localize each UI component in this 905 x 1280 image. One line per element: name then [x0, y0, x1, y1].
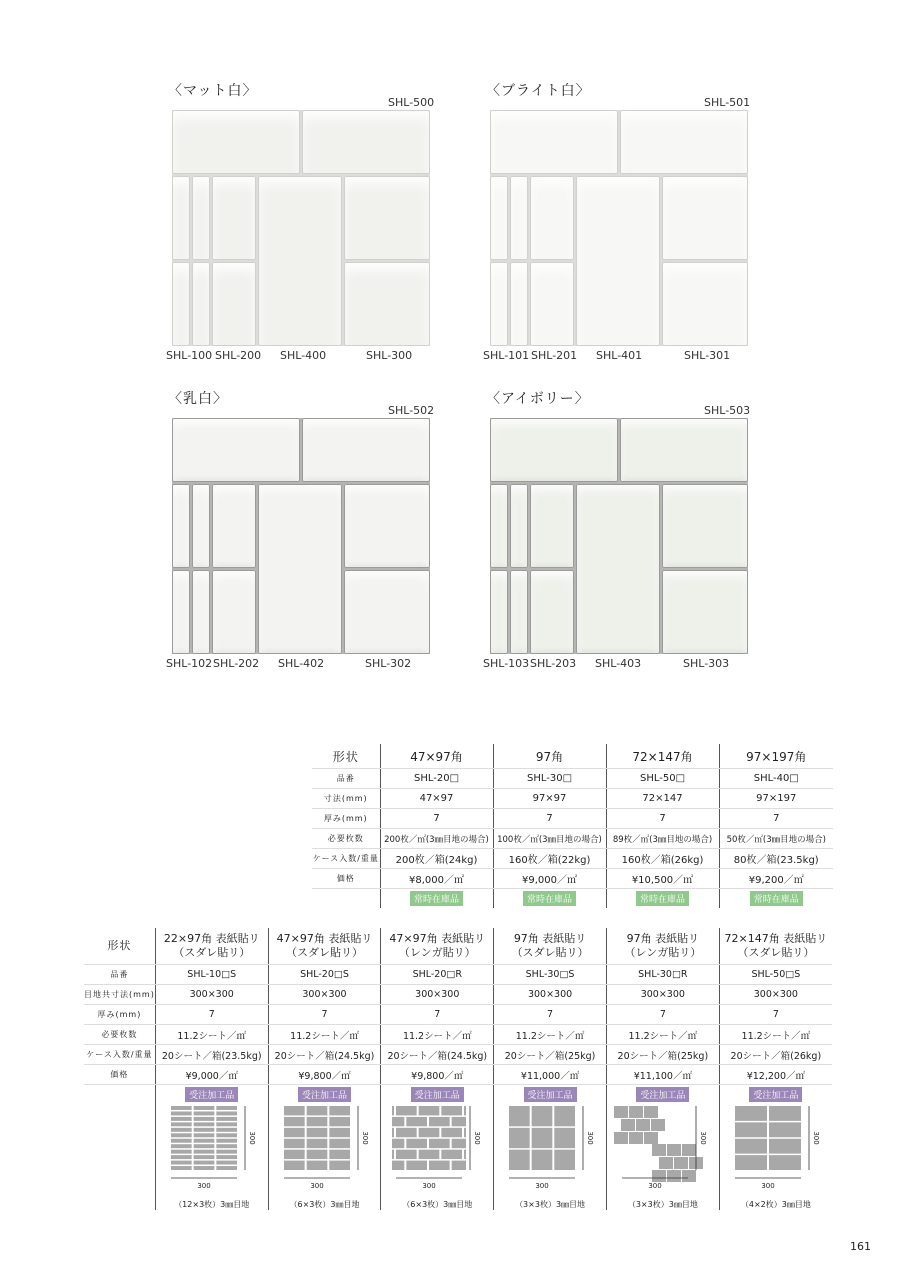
tile-piece	[192, 262, 210, 346]
diagram-tile	[306, 1161, 327, 1170]
table-row	[84, 1085, 832, 1211]
diagram-tile	[452, 1139, 466, 1148]
diagram-tile	[452, 1161, 466, 1170]
table-row: 形状 22×97角 表紙貼リ （スダレ貼リ） 47×97角 表紙貼リ （スダレ貼リ） 47×97角 表紙貼リ （レンガ貼リ） 97角 表紙貼リ （スダレ貼リ） 97角 表紙貼リ （レンガ貼リ） 72×147角 表紙貼リ （スダレ貼リ）	[84, 928, 832, 965]
diagram-tile	[392, 1150, 394, 1159]
diagram-tile	[614, 1106, 628, 1118]
diagram-tile	[306, 1106, 327, 1115]
label-shl-302: SHL-302	[365, 657, 412, 670]
diagram-tile	[216, 1155, 237, 1159]
diagram-tile	[735, 1106, 767, 1121]
diagram-tile	[216, 1144, 237, 1148]
tile-sample-milk	[172, 418, 430, 654]
diagram-tile	[629, 1132, 643, 1144]
layout-diagram-svg	[157, 1102, 267, 1194]
diagram-tile	[629, 1106, 643, 1118]
tile-piece	[576, 176, 660, 346]
diagram-tile	[216, 1133, 237, 1137]
table-row	[312, 889, 833, 909]
diagram-tile	[329, 1161, 350, 1170]
diagram-tile	[396, 1150, 417, 1159]
diagram-tile	[407, 1161, 428, 1170]
diagram-width-label: 300	[648, 1182, 662, 1190]
table-row: ケース入数/重量 200枚／箱(24kg) 160枚／箱(22kg) 160枚／箱(26kg) 80枚／箱(23.5kg)	[312, 849, 833, 869]
tile-piece	[620, 110, 748, 174]
tile-piece	[662, 484, 748, 568]
diagram-tile	[193, 1111, 214, 1115]
diagram-tile	[419, 1106, 440, 1115]
diagram-tile	[464, 1128, 466, 1137]
diagram-tile	[659, 1157, 673, 1169]
order-badge: 受注加工品	[749, 1087, 802, 1102]
diagram-caption: （4×2枚）3㎜目地	[740, 1200, 811, 1209]
diagram-tile	[171, 1111, 192, 1115]
diagram-tile	[306, 1150, 327, 1159]
tile-piece	[662, 176, 748, 260]
tile-piece	[530, 176, 574, 260]
label-shl-300: SHL-300	[366, 349, 413, 362]
diagram-caption: （3×3枚）3㎜目地	[515, 1200, 586, 1209]
label-shl-103: SHL-103	[483, 657, 530, 670]
diagram-tile	[735, 1139, 767, 1154]
diagram-tile	[171, 1122, 192, 1126]
diagram-tile	[306, 1117, 327, 1126]
diagram-tile	[614, 1132, 628, 1144]
tile-piece	[576, 484, 660, 654]
stock-badge: 常時在庫品	[410, 891, 463, 906]
diagram-tile	[735, 1122, 767, 1137]
tile-piece	[302, 418, 430, 482]
tile-piece	[192, 176, 210, 260]
tile-piece	[490, 176, 508, 260]
diagram-tile	[284, 1128, 305, 1137]
diagram-tile	[769, 1106, 801, 1121]
diagram-tile	[216, 1161, 237, 1165]
diagram-tile	[442, 1150, 463, 1159]
diagram-tile	[419, 1128, 440, 1137]
diagram-tile	[532, 1106, 553, 1126]
diagram-tile	[652, 1144, 666, 1156]
tile-piece	[490, 418, 618, 482]
diagram-tile	[329, 1128, 350, 1137]
diagram-caption: （6×3枚）3㎜目地	[289, 1200, 360, 1209]
diagram-height-label: 300	[473, 1131, 482, 1145]
diagram-tile	[193, 1128, 214, 1132]
tile-piece	[620, 418, 748, 482]
tile-piece	[662, 262, 748, 346]
diagram-tile	[329, 1106, 350, 1115]
shape-line2: （スダレ貼リ）	[511, 946, 589, 959]
label-shl-203: SHL-203	[530, 657, 577, 670]
diagram-tile	[171, 1155, 192, 1159]
shape-line1: 47×97角 表紙貼リ	[276, 932, 373, 945]
diagram-tile	[329, 1117, 350, 1126]
diagram-tile	[216, 1111, 237, 1115]
table-row: 品番 SHL-10□S SHL-20□S SHL-20□R SHL-30□S SHL-30□R SHL-50□S	[84, 965, 832, 985]
diagram-width-label: 300	[197, 1182, 211, 1190]
diagram-tile	[193, 1133, 214, 1137]
diagram-tile	[429, 1139, 450, 1148]
table-row: 必要枚数 11.2シート／㎡ 11.2シート／㎡ 11.2シート／㎡ 11.2シート／㎡ 11.2シート／㎡ 11.2シート／㎡	[84, 1025, 832, 1045]
label-shl-200: SHL-200	[215, 349, 262, 362]
stock-badge: 常時在庫品	[523, 891, 576, 906]
diagram-width-label: 300	[422, 1182, 436, 1190]
tile-piece	[344, 570, 430, 654]
diagram-tile	[329, 1139, 350, 1148]
tile-piece	[172, 570, 190, 654]
table-row: 目地共寸法(mm) 300×300 300×300 300×300 300×300 300×300 300×300	[84, 985, 832, 1005]
diagram-tile	[171, 1117, 192, 1121]
tile-labels-milk	[166, 657, 436, 671]
tile-piece	[172, 262, 190, 346]
diagram-tile	[509, 1128, 530, 1148]
page-number: 161	[850, 1240, 871, 1253]
stock-badge: 常時在庫品	[636, 891, 689, 906]
diagram-height-label: 300	[586, 1131, 595, 1145]
diagram-tile	[392, 1106, 394, 1115]
diagram-tile	[171, 1150, 192, 1154]
table-row: 品番 SHL-20□ SHL-30□ SHL-50□ SHL-40□	[312, 769, 833, 789]
diagram-tile	[769, 1155, 801, 1170]
diagram-tile	[442, 1106, 463, 1115]
diagram-tile	[329, 1150, 350, 1159]
diagram-tile	[554, 1128, 575, 1148]
tile-piece	[344, 262, 430, 346]
shape-line2: （スダレ貼リ）	[173, 946, 251, 959]
sheet-code-ivory: SHL-503	[704, 404, 751, 417]
diagram-tile	[429, 1117, 450, 1126]
section-title-matte: 〈マット白〉	[168, 83, 258, 99]
tile-piece	[490, 262, 508, 346]
shape-line1: 97角 表紙貼リ	[626, 932, 700, 945]
diagram-width-label: 300	[309, 1182, 324, 1190]
section-title-milk: 〈乳白〉	[168, 391, 228, 407]
diagram-caption: （12×3枚）3㎜目地	[174, 1200, 250, 1209]
layout-diagram	[270, 1102, 380, 1210]
diagram-tile	[554, 1150, 575, 1170]
label-shl-301: SHL-301	[684, 349, 731, 362]
table-row: 価格 ¥9,000／㎡ ¥9,800／㎡ ¥9,800／㎡ ¥11,000／㎡ ¥11,100／㎡ ¥12,200／㎡	[84, 1065, 832, 1085]
label-shl-400: SHL-400	[280, 349, 327, 362]
layout-diagram	[495, 1102, 605, 1210]
shape-line2: （スダレ貼リ）	[737, 946, 815, 959]
shape-line2: （レンガ貼リ）	[624, 946, 702, 959]
spec-table-loose-tiles	[312, 744, 833, 908]
diagram-tile	[171, 1128, 192, 1132]
tile-piece	[212, 484, 256, 568]
diagram-tile	[171, 1133, 192, 1137]
tile-piece	[344, 484, 430, 568]
diagram-tile	[216, 1166, 237, 1170]
diagram-tile	[769, 1139, 801, 1154]
diagram-tile	[392, 1128, 394, 1137]
diagram-tile	[652, 1170, 666, 1182]
tile-piece	[172, 110, 300, 174]
tile-labels-bright	[483, 349, 753, 363]
diagram-tile	[532, 1128, 553, 1148]
diagram-tile	[193, 1106, 214, 1110]
diagram-tile	[171, 1144, 192, 1148]
diagram-tile	[509, 1150, 530, 1170]
tile-piece	[302, 110, 430, 174]
diagram-tile	[306, 1139, 327, 1148]
diagram-tile	[171, 1161, 192, 1165]
label-shl-100: SHL-100	[166, 349, 213, 362]
sheet-code-bright: SHL-501	[704, 96, 751, 109]
diagram-tile	[396, 1128, 417, 1137]
order-badge: 受注加工品	[298, 1087, 351, 1102]
diagram-tile	[193, 1150, 214, 1154]
label-shl-303: SHL-303	[683, 657, 730, 670]
diagram-tile	[216, 1139, 237, 1143]
diagram-tile	[193, 1155, 214, 1159]
diagram-tile	[392, 1161, 404, 1170]
label-shl-402: SHL-402	[278, 657, 325, 670]
diagram-tile	[193, 1122, 214, 1126]
tile-piece	[530, 262, 574, 346]
diagram-tile	[193, 1139, 214, 1143]
layout-diagram-svg	[608, 1102, 718, 1194]
diagram-tile	[193, 1161, 214, 1165]
shape-line2: （スダレ貼リ）	[286, 946, 363, 959]
shape-line1: 47×97角 表紙貼リ	[389, 932, 486, 945]
tile-piece	[172, 484, 190, 568]
sheet-code-matte: SHL-500	[388, 96, 435, 109]
diagram-tile	[452, 1117, 466, 1126]
tile-piece	[212, 570, 256, 654]
diagram-tile	[651, 1119, 665, 1131]
tile-piece	[172, 176, 190, 260]
diagram-tile	[509, 1106, 530, 1126]
diagram-tile	[216, 1128, 237, 1132]
layout-diagram	[721, 1102, 831, 1210]
diagram-height-label: 300	[698, 1131, 707, 1145]
table-row: 厚み(mm) 7 7 7 7 7 7	[84, 1005, 832, 1025]
section-title-bright: 〈ブライト白〉	[486, 83, 591, 99]
diagram-tile	[769, 1122, 801, 1137]
layout-diagram	[382, 1102, 492, 1210]
diagram-tile	[644, 1106, 658, 1118]
tile-sample-bright	[490, 110, 748, 346]
tile-piece	[662, 570, 748, 654]
diagram-tile	[306, 1128, 327, 1137]
diagram-tile	[171, 1106, 192, 1110]
diagram-tile	[284, 1161, 305, 1170]
tile-piece	[490, 484, 508, 568]
tile-piece	[530, 484, 574, 568]
diagram-tile	[644, 1132, 658, 1144]
tile-piece	[510, 176, 528, 260]
diagram-tile	[284, 1106, 305, 1115]
table-row: ケース入数/重量 20シート／箱(23.5kg) 20シート／箱(24.5kg) 20シート／箱(24.5kg) 20シート／箱(25kg) 20シート／箱(25kg) 20シート／箱(26kg)	[84, 1045, 832, 1065]
tile-piece	[510, 570, 528, 654]
diagram-tile	[216, 1117, 237, 1121]
diagram-tile	[216, 1122, 237, 1126]
diagram-tile	[284, 1150, 305, 1159]
diagram-tile	[621, 1119, 635, 1131]
diagram-tile	[216, 1150, 237, 1154]
tile-piece	[530, 570, 574, 654]
layout-diagram-svg	[382, 1102, 492, 1194]
diagram-tile	[442, 1128, 463, 1137]
tile-piece	[212, 176, 256, 260]
layout-diagram	[157, 1102, 267, 1210]
tile-piece	[258, 176, 342, 346]
order-badge: 受注加工品	[411, 1087, 464, 1102]
tile-labels-ivory	[483, 657, 753, 671]
tile-piece	[490, 110, 618, 174]
tile-piece	[192, 570, 210, 654]
tile-piece	[344, 176, 430, 260]
shape-line1: 72×147角 表紙貼リ	[724, 932, 828, 945]
layout-diagram-svg	[270, 1102, 380, 1194]
tile-piece	[212, 262, 256, 346]
diagram-tile	[193, 1117, 214, 1121]
label-shl-202: SHL-202	[213, 657, 260, 670]
table-row: 価格 ¥8,000／㎡ ¥9,000／㎡ ¥10,500／㎡ ¥9,200／㎡	[312, 869, 833, 889]
table-row: 厚み(mm) 7 7 7 7	[312, 809, 833, 829]
section-title-ivory: 〈アイボリー〉	[486, 391, 590, 407]
diagram-tile	[735, 1155, 767, 1170]
tile-piece	[510, 484, 528, 568]
tile-sample-matte	[172, 110, 430, 346]
table-row: 寸法(mm) 47×97 97×97 72×147 97×197	[312, 789, 833, 809]
stock-badge: 常時在庫品	[750, 891, 803, 906]
diagram-tile	[464, 1106, 466, 1115]
shape-line2: （レンガ貼リ）	[398, 946, 476, 959]
diagram-caption: （6×3枚）3㎜目地	[402, 1200, 473, 1209]
diagram-tile	[532, 1150, 553, 1170]
label-shl-102: SHL-102	[166, 657, 213, 670]
diagram-tile	[284, 1139, 305, 1148]
order-badge: 受注加工品	[185, 1087, 238, 1102]
tile-piece	[172, 418, 300, 482]
diagram-tile	[674, 1157, 688, 1169]
layout-diagram-svg	[721, 1102, 831, 1194]
shape-line1: 97角 表紙貼リ	[513, 932, 587, 945]
diagram-tile	[407, 1139, 428, 1148]
table-row: 必要枚数 200枚／㎡(3㎜目地の場合) 100枚／㎡(3㎜目地の場合) 89枚／㎡(3㎜目地の場合) 50枚／㎡(3㎜目地の場合)	[312, 829, 833, 849]
diagram-tile	[284, 1117, 305, 1126]
diagram-tile	[396, 1106, 417, 1115]
tile-piece	[258, 484, 342, 654]
sheet-code-milk: SHL-502	[388, 404, 435, 417]
tile-piece	[490, 570, 508, 654]
tile-piece	[192, 484, 210, 568]
diagram-tile	[392, 1139, 404, 1148]
diagram-tile	[407, 1117, 428, 1126]
order-badge: 受注加工品	[636, 1087, 689, 1102]
diagram-caption: （3×3枚）3㎜目地	[627, 1200, 698, 1209]
diagram-tile	[193, 1144, 214, 1148]
diagram-tile	[171, 1166, 192, 1170]
label-shl-101: SHL-101	[483, 349, 530, 362]
order-badge: 受注加工品	[524, 1087, 577, 1102]
diagram-tile	[419, 1150, 440, 1159]
diagram-tile	[667, 1170, 681, 1182]
spec-table-sheet-tiles	[84, 928, 832, 1210]
diagram-tile	[682, 1144, 696, 1156]
diagram-tile	[216, 1106, 237, 1110]
layout-diagram-svg	[495, 1102, 605, 1194]
diagram-tile	[667, 1144, 681, 1156]
label-shl-403: SHL-403	[595, 657, 642, 670]
tile-sample-ivory	[490, 418, 748, 654]
diagram-width-label: 300	[535, 1182, 549, 1190]
diagram-tile	[429, 1161, 450, 1170]
diagram-height-label: 300	[811, 1131, 820, 1145]
table-row: 形状 47×97角 97角 72×147角 97×197角	[312, 744, 833, 769]
label-shl-401: SHL-401	[596, 349, 643, 362]
label-shl-201: SHL-201	[531, 349, 578, 362]
diagram-tile	[682, 1170, 696, 1182]
diagram-tile	[464, 1150, 466, 1159]
diagram-tile	[392, 1117, 404, 1126]
diagram-tile	[193, 1166, 214, 1170]
diagram-tile	[636, 1119, 650, 1131]
shape-line1: 22×97角 表紙貼リ	[163, 932, 260, 945]
diagram-width-label: 300	[761, 1182, 775, 1190]
layout-diagram	[608, 1102, 718, 1210]
diagram-tile	[171, 1139, 192, 1143]
diagram-height-label: 300	[247, 1131, 256, 1145]
diagram-tile	[554, 1106, 575, 1126]
tile-labels-matte	[166, 349, 436, 363]
tile-piece	[510, 262, 528, 346]
diagram-height-label: 300	[360, 1131, 369, 1145]
